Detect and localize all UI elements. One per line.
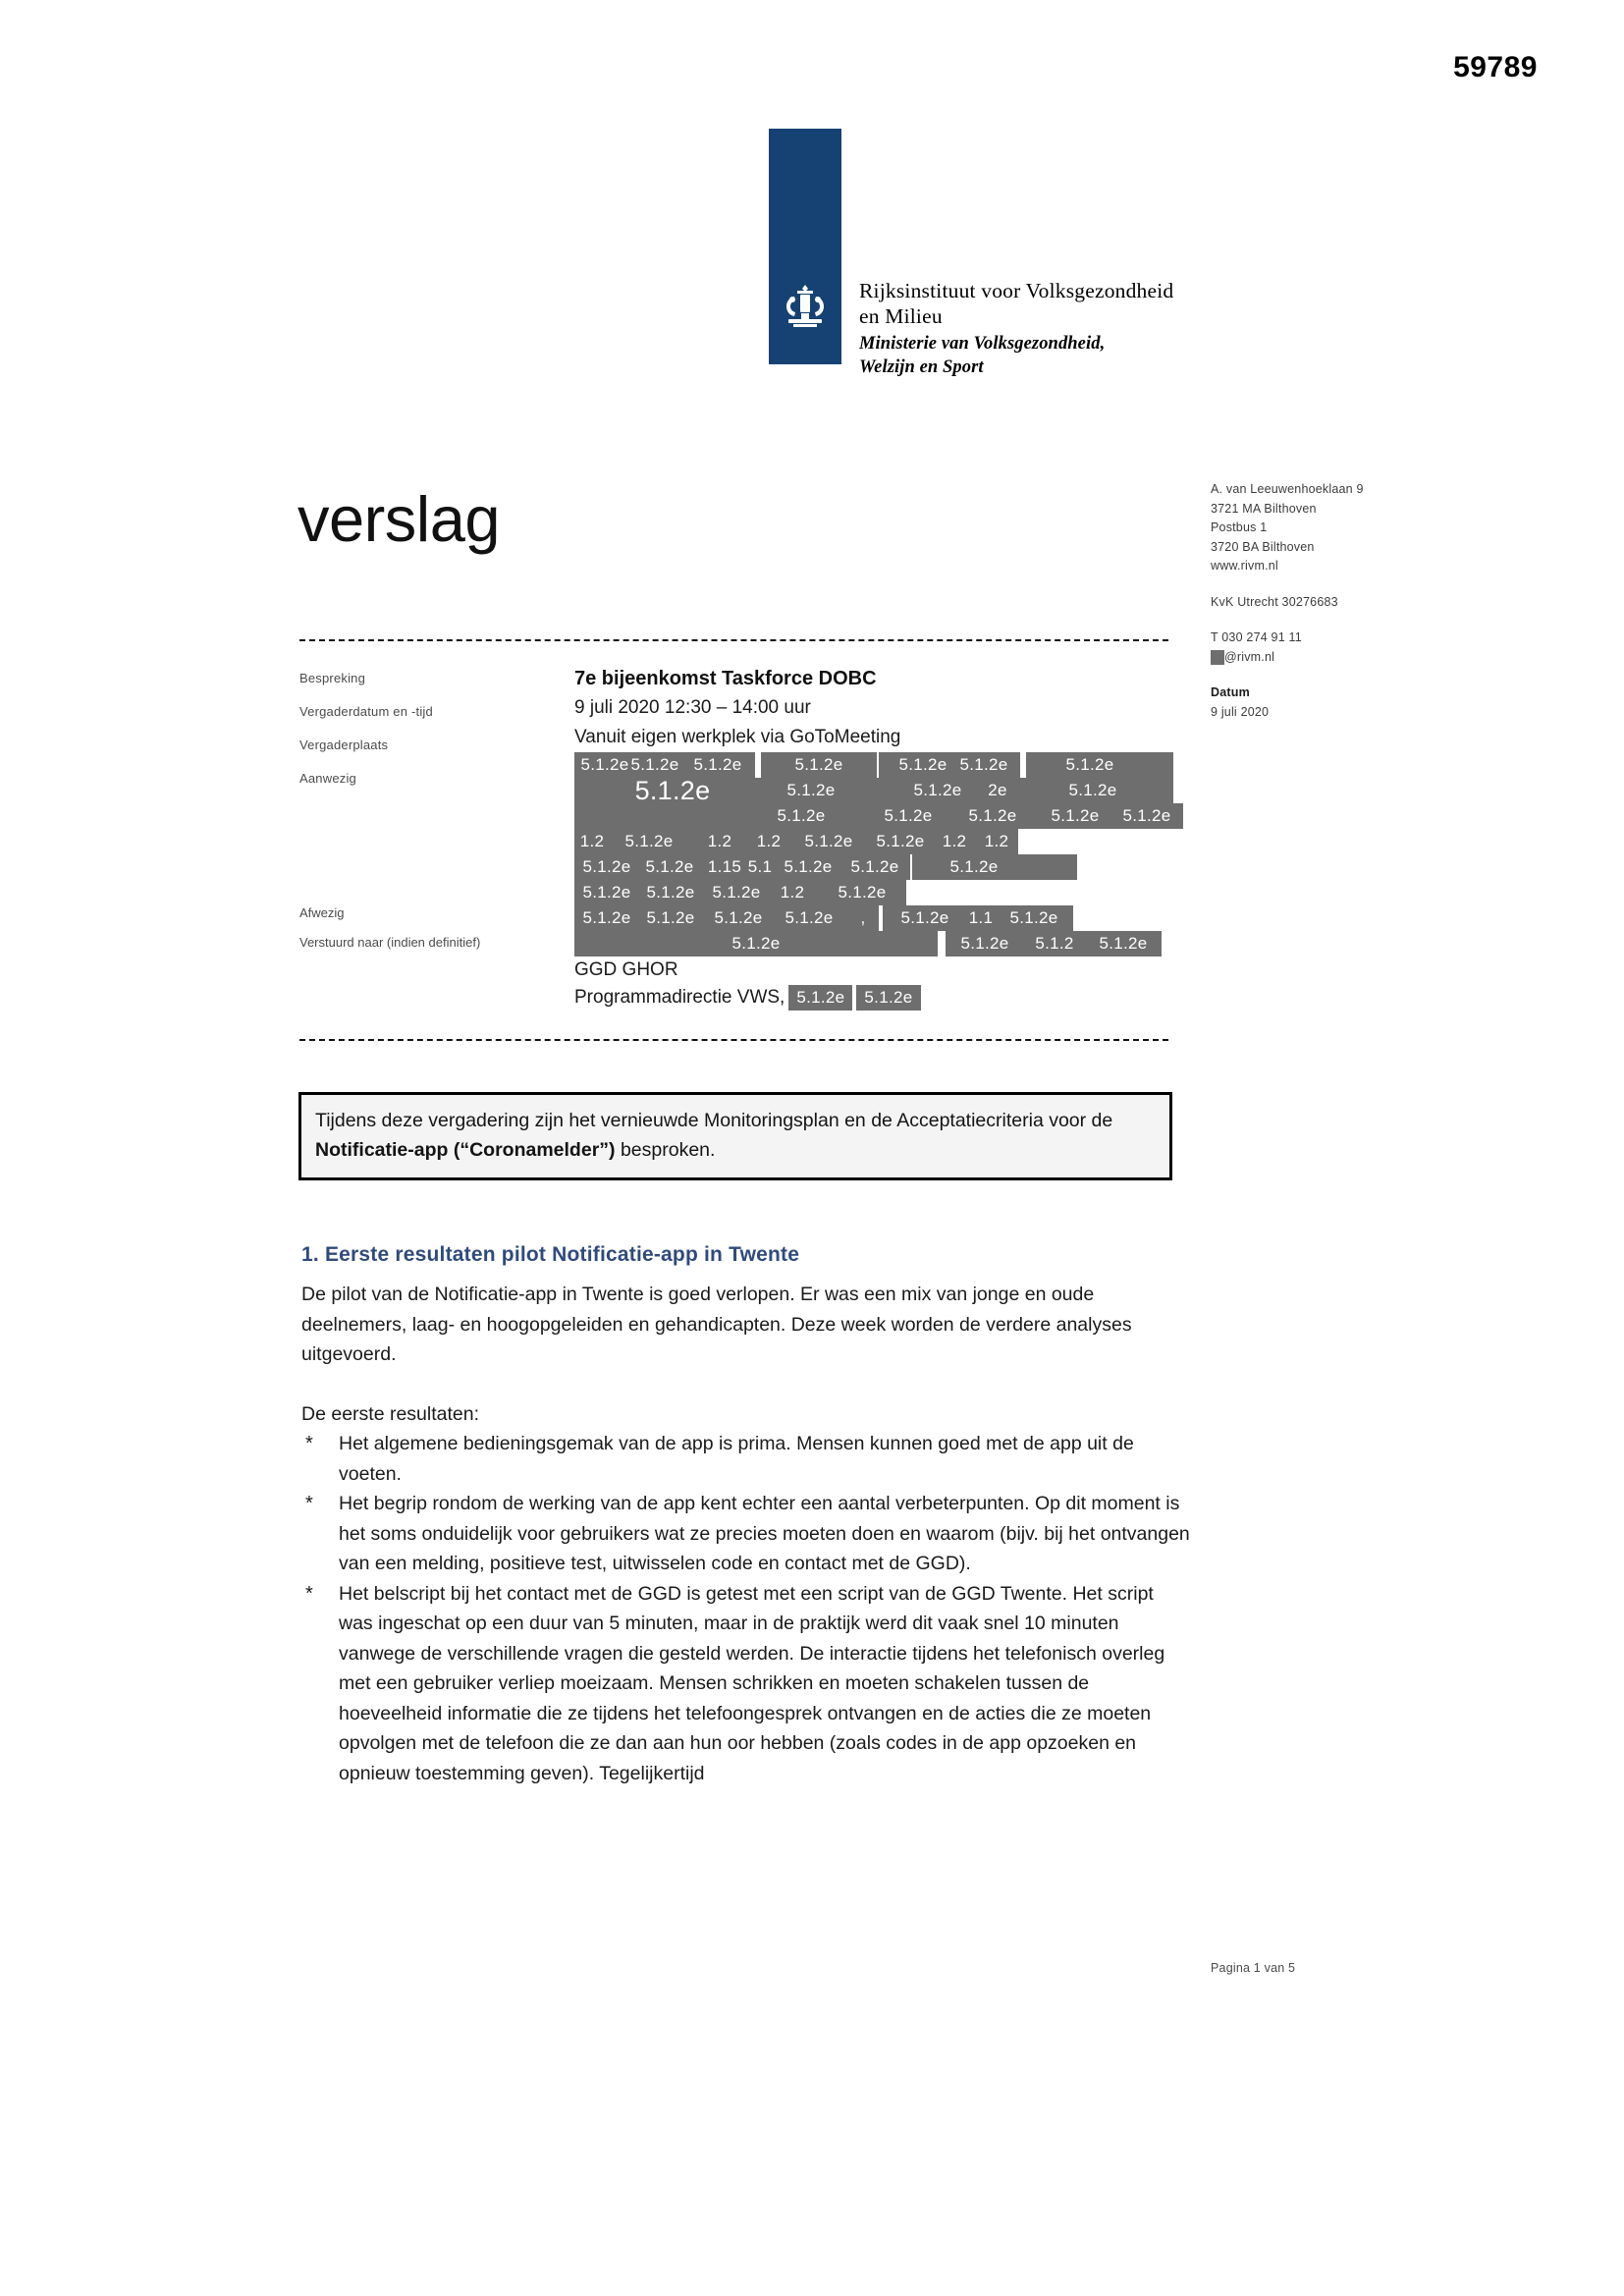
redaction-block: 5.1.2 — [1018, 931, 1091, 957]
address-line-3: Postbus 1 — [1211, 520, 1268, 534]
summary-text — [315, 1106, 1156, 1165]
redaction-block: 5.1.2e — [869, 803, 947, 829]
label-vergaderplaats: Vergaderplaats — [299, 738, 389, 752]
redaction-block: 5.1.2e — [574, 880, 639, 905]
logo-text-block — [859, 278, 1173, 379]
redaction-row — [574, 803, 1183, 829]
redaction-block: 5.1.2e — [704, 880, 769, 905]
redaction-block: 5.1.2e — [856, 985, 920, 1011]
redaction-block: 5.1.2e — [947, 752, 1020, 778]
redaction-block: 5.1.2e — [773, 854, 843, 880]
logo-line-3: Ministerie van Volksgezondheid, — [859, 334, 1106, 354]
redaction-block: 1.2 — [574, 829, 610, 854]
vws-label: Programmadirectie VWS, — [574, 987, 785, 1008]
label-aanwezig: Aanwezig — [299, 771, 356, 786]
redaction-block: 1.2 — [765, 880, 820, 905]
address-line-2: 3721 MA Bilthoven — [1211, 501, 1317, 516]
redaction-block — [1142, 752, 1173, 778]
redaction-block: 5.1.2e — [574, 931, 938, 957]
value-vergaderplaats: Vanuit eigen werkplek via GoToMeeting — [574, 727, 901, 747]
date-value: 9 juli 2020 — [1211, 704, 1270, 719]
redaction-block: 5.1.2e — [635, 905, 706, 931]
bullet-marker-icon: * — [305, 1433, 313, 1454]
list-item — [301, 1429, 1190, 1489]
redaction-block — [855, 778, 898, 803]
value-bespreking: 7e bijeenkomst Taskforce DOBC — [574, 668, 877, 689]
page-footer: Pagina 1 van 5 — [1211, 1961, 1296, 1975]
logo-line-2: en Milieu — [859, 304, 943, 328]
spacer — [1211, 576, 1505, 593]
redaction-block: 5.1.2e — [704, 905, 773, 931]
redaction-row — [574, 931, 1183, 957]
value-vws — [574, 984, 1183, 1011]
label-afwezig: Afwezig — [299, 905, 345, 920]
date-label: Datum — [1211, 685, 1250, 699]
redaction-block: 1.2 — [975, 829, 1018, 854]
redaction-block: 5.1.2e — [894, 778, 981, 803]
attendees-redaction-area — [574, 752, 1183, 957]
meta-labels — [299, 670, 565, 803]
redaction-block: 5.1 — [743, 854, 777, 880]
redaction-block: 1.1 — [963, 905, 999, 931]
body-content — [301, 1280, 1190, 1788]
redaction-block: 5.1.2e — [574, 854, 639, 880]
redaction-block: , — [847, 905, 879, 931]
redaction-block: 5.1.2e — [635, 880, 706, 905]
label-verstuurd-naar: Verstuurd naar (indien definitief) — [299, 935, 481, 950]
logo-line-1: Rijksinstituut voor Volksgezondheid — [859, 279, 1174, 302]
email-line — [1211, 648, 1505, 668]
redaction-block: 5.1.2e — [1026, 752, 1154, 778]
logo-line-4: Welzijn en Sport — [859, 357, 984, 377]
label-bespreking: Bespreking — [299, 671, 366, 685]
intro-paragraph: De pilot van de Notificatie-app in Twente is goed verlopen. Er was een mix van jonge en oude deelnemers, laag- en hoogopgeleiden en gehandicapten. Deze week worden de verdere analyses uitgevoerd. — [301, 1284, 1132, 1365]
redaction-block: 5.1.2e — [887, 752, 959, 778]
redaction-block: 5.1.2e — [790, 829, 867, 854]
redaction-row — [574, 905, 1183, 931]
redaction-block: 1.2 — [932, 829, 977, 854]
redaction-block — [1211, 650, 1224, 665]
spacer — [1211, 667, 1505, 683]
list-item — [301, 1579, 1190, 1789]
page-title: verslag — [298, 483, 501, 555]
address-line-1: A. van Leeuwenhoeklaan 9 — [1211, 482, 1364, 496]
redaction-block: 5.1.2e — [606, 829, 692, 854]
redaction-block: 5.1.2e — [1036, 803, 1114, 829]
redaction-block — [1028, 854, 1077, 880]
redaction-block: 5.1.2e — [946, 931, 1024, 957]
email-domain: @rivm.nl — [1224, 649, 1275, 664]
redaction-block: 5.1.2e — [769, 905, 849, 931]
redaction-block: 5.1.2e — [574, 905, 639, 931]
redaction-block: 5.1.2e — [883, 905, 967, 931]
redaction-block: 5.1.2e — [761, 803, 841, 829]
divider-top — [299, 639, 1168, 641]
list-item-text: Het belscript bij het contact met de GGD is getest met een script van de GGD Twente. Het script was ingeschat op een duur van 5 minuten, maar in de praktijk werd dit vaak snel 10 minuten vanwege de verschillende vragen die gesteld werden. De interactie tijdens het telefonisch overleg met een gebruiker verliep moeizaam. Mensen schrikken en moeten schakelen tussen de hoeveelheid informatie die ze tijdens het telefoongesprek ontvangen en de acties die ze moeten opvolgen met de telefoon die ze dan aan hun oor hebben (zoals codes in de app opzoeken en opnieuw toestemming geven). Tegelijkertijd — [339, 1582, 1165, 1784]
redaction-block — [574, 803, 767, 829]
redaction-row — [574, 778, 1183, 803]
results-bullet-list — [301, 1429, 1190, 1788]
results-label: De eerste resultaten: — [301, 1402, 480, 1425]
address-line-4: 3720 BA Bilthoven — [1211, 539, 1315, 554]
redaction-block: 5.1.2e — [788, 985, 852, 1011]
kvk-number: KvK Utrecht 30276683 — [1211, 594, 1338, 609]
redaction-block: 5.1.2e — [680, 752, 755, 778]
document-number: 59789 — [1453, 51, 1538, 83]
summary-callout-box — [298, 1092, 1172, 1180]
label-vergaderdatum: Vergaderdatum en -tijd — [299, 704, 433, 719]
redaction-block: 5.1.2e — [946, 803, 1040, 829]
redaction-row — [574, 880, 1183, 905]
redaction-block: 5.1.2e — [574, 752, 635, 778]
redaction-block: 5.1.2e — [635, 854, 704, 880]
redaction-block: 2e — [979, 778, 1016, 803]
value-vergaderdatum: 9 juli 2020 12:30 – 14:00 uur — [574, 697, 811, 718]
list-item-text: Het begrip rondom de werking van de app kent echter een aantal verbeterpunten. Op dit moment is het soms onduidelijk voor gebruikers wat ze precies moeten doen en waarom (bijv. bij het ontvangen van een melding, positieve test, uitwisselen code en contact met de GGD). — [339, 1493, 1190, 1574]
redaction-block: 5.1.2e — [912, 854, 1036, 880]
redaction-block: 5.1.2e — [818, 880, 906, 905]
summary-part-1: Tijdens deze vergadering zijn het vernieuwde Monitoringsplan en de Acceptatiecriteria voor de — [315, 1110, 1113, 1131]
meta-values — [574, 664, 1183, 1011]
value-ggd: GGD GHOR — [574, 959, 678, 980]
redaction-block: 5.1.2e — [761, 752, 877, 778]
list-item — [301, 1489, 1190, 1579]
section-heading-1: 1. Eerste resultaten pilot Notificatie-app in Twente — [301, 1243, 800, 1266]
redaction-block: 5.1.2e — [1110, 803, 1183, 829]
bullet-marker-icon: * — [305, 1582, 313, 1605]
redaction-block: 5.1.2e — [574, 778, 771, 803]
list-item-text: Het algemene bedieningsgemak van de app is prima. Mensen kunnen goed met de app uit de voeten. — [339, 1433, 1134, 1485]
redaction-block: 1.2 — [690, 829, 749, 854]
contact-info-block — [1211, 480, 1505, 722]
redaction-block: 5.1.2e — [995, 905, 1073, 931]
bullet-marker-icon: * — [305, 1493, 313, 1514]
redaction-row — [574, 752, 1183, 778]
redaction-row — [574, 854, 1183, 880]
redaction-row — [574, 829, 1183, 854]
phone-number: T 030 274 91 11 — [1211, 630, 1302, 644]
redaction-block: 5.1.2e — [1032, 778, 1154, 803]
redaction-block: 1.2 — [745, 829, 792, 854]
website-url: www.rivm.nl — [1211, 559, 1278, 573]
summary-bold: Notificatie-app (“Coronamelder”) — [315, 1139, 616, 1161]
redaction-block: 1.15 — [702, 854, 747, 880]
redaction-block: 5.1.2e — [865, 829, 936, 854]
netherlands-coat-of-arms-icon — [781, 283, 830, 337]
redaction-block: 5.1.2e — [1085, 931, 1162, 957]
summary-part-2: besproken. — [615, 1139, 716, 1161]
spacer — [1211, 612, 1505, 629]
redaction-block — [1146, 778, 1173, 803]
divider-bottom — [299, 1039, 1168, 1041]
redaction-block: 5.1.2e — [767, 778, 855, 803]
redaction-block: 5.1.2e — [839, 854, 910, 880]
redaction-block: 5.1.2e — [629, 752, 680, 778]
